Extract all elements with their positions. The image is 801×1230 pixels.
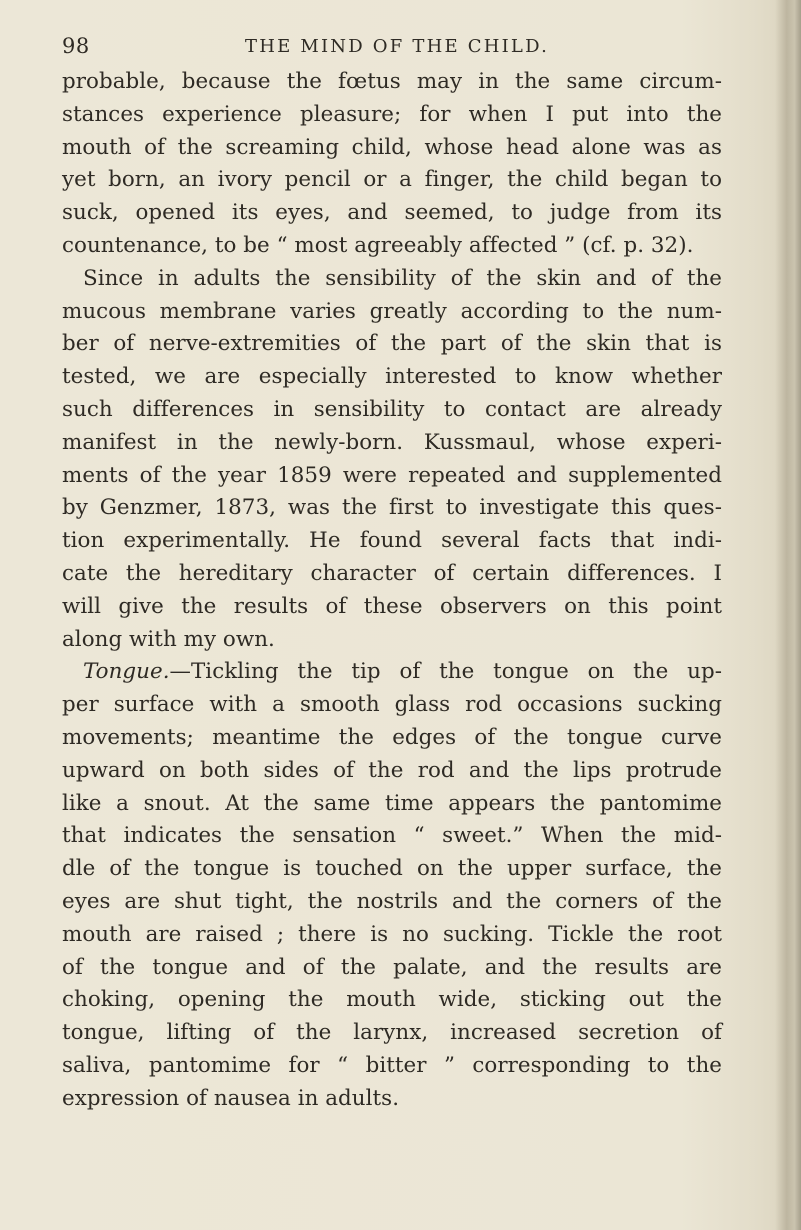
page-number: 98 xyxy=(62,34,90,58)
text-line: will give the results of these observers on this point xyxy=(62,593,722,619)
text-line: countenance, to be “ most agreeably affected ” (cf. p. 32). xyxy=(62,232,694,258)
text-line: tongue, lifting of the larynx, increased secretion of xyxy=(62,1020,722,1046)
text-line: mouth are raised ; there is no sucking. Tickle the root xyxy=(62,921,722,947)
text-line: cate the hereditary character of certain differences. I xyxy=(62,560,722,586)
text-line: by Genzmer, 1873, was the first to investigate this ques- xyxy=(62,495,722,521)
text-line: expression of nausea in adults. xyxy=(62,1085,400,1111)
page-edge-shadow xyxy=(775,0,801,1230)
body-text xyxy=(62,66,722,1116)
text-line: tion experimentally. He found several facts that indi- xyxy=(62,528,722,554)
running-title: THE MIND OF THE CHILD. xyxy=(245,36,549,57)
text-line: eyes are shut tight, the nostrils and the corners of the xyxy=(62,888,722,914)
text-line: upward on both sides of the rod and the lips protrude xyxy=(62,757,722,783)
text-line: mucous membrane varies greatly according to the num- xyxy=(62,298,722,324)
text-line: ber of nerve-extremities of the part of the skin that is xyxy=(62,331,722,357)
text-line: saliva, pantomime for “ bitter ” corresponding to the xyxy=(62,1052,722,1078)
text-line: stances experience pleasure; for when I put into the xyxy=(62,101,722,127)
tongue-paragraph-first-line xyxy=(62,656,722,689)
text-line: mouth of the screaming child, whose head alone was as xyxy=(62,134,722,160)
text-line: per surface with a smooth glass rod occasions sucking xyxy=(62,692,722,718)
text-line: such differences in sensibility to contact are already xyxy=(62,396,722,422)
text-line: suck, opened its eyes, and seemed, to judge from its xyxy=(62,200,722,226)
text-line: movements; meantime the edges of the tongue curve xyxy=(62,724,722,750)
text-line: yet born, an ivory pencil or a finger, the child began to xyxy=(62,167,722,193)
text-line: tested, we are especially interested to know whether xyxy=(62,364,722,390)
text-line: along with my own. xyxy=(62,626,275,652)
text-line: choking, opening the mouth wide, sticking out the xyxy=(62,987,722,1013)
text-line: manifest in the newly-born. Kussmaul, whose experi- xyxy=(62,429,722,455)
page-header xyxy=(62,34,722,64)
text-line: Since in adults the sensibility of the skin and of the xyxy=(83,265,722,291)
text-line: ments of the year 1859 were repeated and supplemented xyxy=(62,462,722,488)
section-heading-tongue: Tongue. xyxy=(83,659,170,685)
text-line: that indicates the sensation “ sweet.” When the mid- xyxy=(62,823,722,849)
text-line: dle of the tongue is touched on the upper surface, the xyxy=(62,856,722,882)
text-line: like a snout. At the same time appears the pantomime xyxy=(62,790,722,816)
text-line: of the tongue and of the palate, and the results are xyxy=(62,954,722,980)
text-line: probable, because the fœtus may in the same circum- xyxy=(62,69,722,94)
text-line-rest: —Tickling the tip of the tongue on the up- xyxy=(169,659,722,685)
